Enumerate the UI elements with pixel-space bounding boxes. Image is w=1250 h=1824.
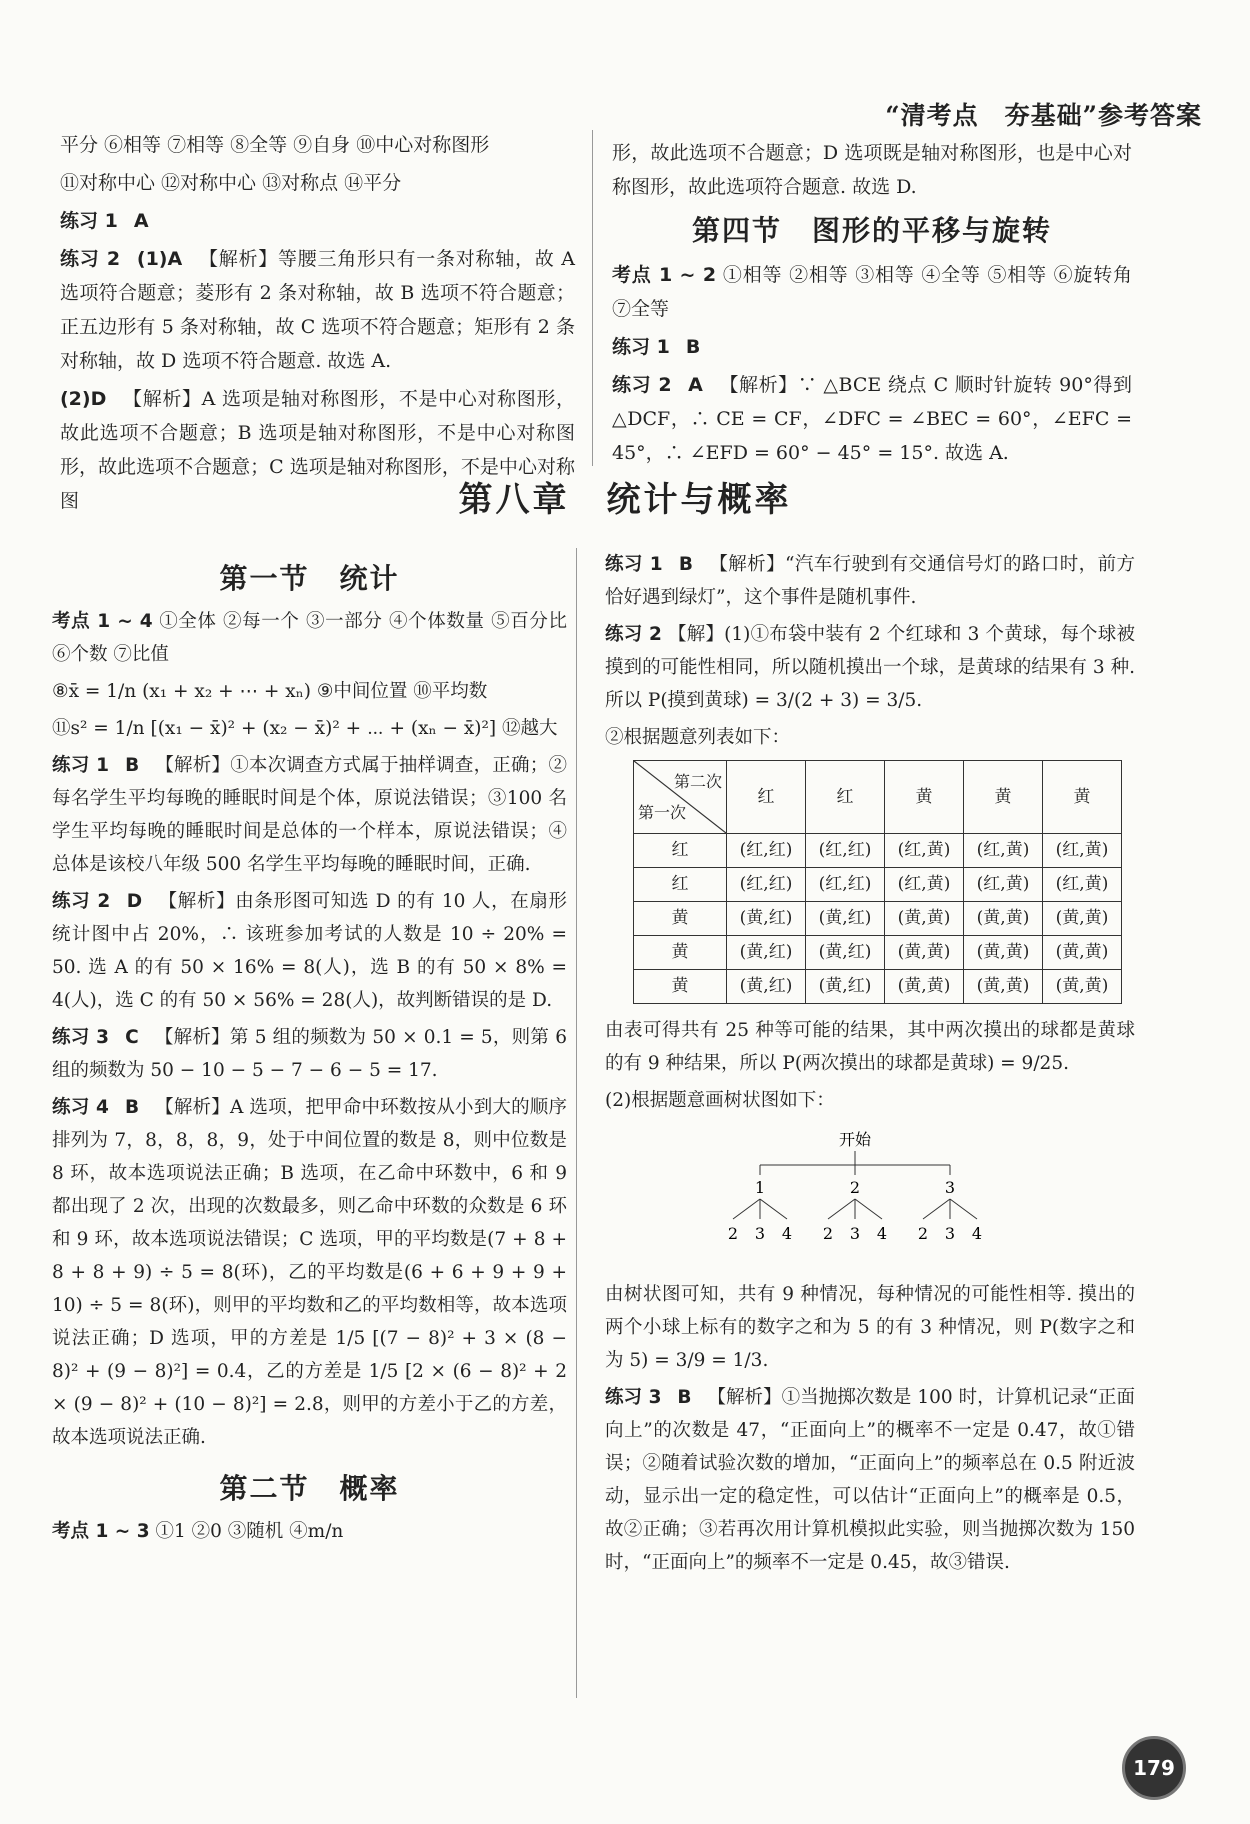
exercise-answer: C xyxy=(125,1027,139,1048)
table-cell: (黄,黄) xyxy=(964,902,1043,936)
table-cell: (黄,黄) xyxy=(885,936,964,970)
section-title: 第四节 图形的平移与旋转 xyxy=(691,214,1052,247)
exercise-label: 练习 3 xyxy=(52,1027,110,1048)
tree-branch xyxy=(760,1199,787,1219)
table-cell: (黄,红) xyxy=(727,936,806,970)
top-left-column xyxy=(60,128,575,522)
exercise-label: 练习 2 xyxy=(52,891,111,912)
key-points-formula: ⑧x̄ = 1/n (x₁ + x₂ + ⋯ + xₙ) ⑨中间位置 ⑩平均数 xyxy=(52,681,488,702)
exercise-2-table-intro: ②根据题意列表如下： xyxy=(605,727,791,748)
tree-node: 3 xyxy=(944,1178,956,1197)
table-cell: (黄,黄) xyxy=(1043,936,1122,970)
table-row xyxy=(634,834,1122,868)
exercise-2a xyxy=(60,242,575,378)
exercise-2-table-result: 由表可得共有 25 种等可能的结果，其中两次摸出的球都是黄球的有 9 种结果，所以 P(两次摸出的球都是黄球) = 9/25. xyxy=(605,1020,1135,1074)
table-row xyxy=(634,868,1122,902)
table-cell: (红,黄) xyxy=(964,868,1043,902)
tree-branch xyxy=(950,1199,977,1219)
table-cell: (红,黄) xyxy=(885,868,964,902)
table-row xyxy=(634,970,1122,1004)
tree-leaf: 3 xyxy=(944,1224,956,1243)
tree-branch xyxy=(855,1199,882,1219)
tree-leaf: 2 xyxy=(917,1224,929,1243)
column-header: 红 xyxy=(727,761,806,834)
tree-leaf: 2 xyxy=(822,1224,834,1243)
table-cell: (黄,黄) xyxy=(885,970,964,1004)
key-points-text: ①相等 ②相等 ③相等 ④全等 ⑤相等 ⑥旋转角 ⑦全等 xyxy=(612,264,1132,320)
table-header-row xyxy=(634,761,1122,834)
table-cell: (红,红) xyxy=(806,834,885,868)
column-header: 黄 xyxy=(885,761,964,834)
exercise-answer: D xyxy=(126,891,143,912)
table-cell: (黄,黄) xyxy=(1043,970,1122,1004)
tree-svg xyxy=(715,1127,995,1257)
table-cell: (红,黄) xyxy=(885,834,964,868)
column-header: 黄 xyxy=(964,761,1043,834)
table-cell: (红,红) xyxy=(806,868,885,902)
exercise-answer: A xyxy=(133,210,149,232)
answer-line: 平分 ⑥相等 ⑦相等 ⑧全等 ⑨自身 ⑩中心对称图形 xyxy=(60,134,490,156)
exercise-explanation: 【解析】∵ △BCE 绕点 C 顺时针旋转 90°得到 △DCF，∴ CE = CF，∠DFC = ∠BEC = 60°，∠EFC = 45°，∴ ∠EFD = 60° − 45° = 15°. 故选 A. xyxy=(612,374,1132,464)
exercise-2 xyxy=(612,368,1132,470)
header-title: “清考点 夯基础”参考答案 xyxy=(885,101,1202,130)
section-title: 第二节 概率 xyxy=(219,1472,400,1505)
key-points-text: ①1 ②0 ③随机 ④m/n xyxy=(155,1521,344,1542)
table-cell: (黄,黄) xyxy=(964,970,1043,1004)
exercise-explanation: 【解析】①本次调查方式属于抽样调查，正确；②每名学生平均每晚的睡眠时间是个体，原说法错误；③100 名学生平均每晚的睡眠时间是总体的一个样本，原说法错误；④总体是该校八年级 500 名学生平均每晚的睡眠时间，正确. xyxy=(52,755,567,875)
key-points-text: ①全体 ②每一个 ③一部分 ④个体数量 ⑤百分比 ⑥个数 ⑦比值 xyxy=(52,611,567,665)
exercise-3 xyxy=(605,1381,1135,1579)
column-divider xyxy=(576,548,577,1698)
exercise-2 xyxy=(52,885,567,1017)
exercise-answer: B xyxy=(685,336,701,358)
key-points-label: 考点 1 ~ 4 xyxy=(52,611,153,632)
table-row xyxy=(634,902,1122,936)
tree-node: 1 xyxy=(754,1178,766,1197)
top-right-column xyxy=(612,136,1132,474)
exercise-explanation: 【解析】“汽车行驶到有交通信号灯的路口时，前方恰好遇到绿灯”，这个事件是随机事件. xyxy=(605,554,1135,608)
exercise-explanation: 【解析】等腰三角形只有一条对称轴，故 A 选项符合题意；菱形有 2 条对称轴，故 B 选项不符合题意；正五边形有 5 条对称轴，故 C 选项不符合题意；矩形有 2 条对称轴，故 D 选项不符合题意. 故选 A. xyxy=(60,248,575,372)
exercise-label: 练习 1 xyxy=(605,554,663,575)
key-points-label: 考点 1 ~ 3 xyxy=(52,1521,150,1542)
exercise-explanation: 【解析】由条形图可知选 D 的有 10 人，在扇形统计图中占 20%，∴ 该班参加考试的人数是 10 ÷ 20% = 50. 选 A 的有 50 × 16% = 8(人)，选 B 的有 50 × 8% = 4(人)，选 C 的有 50 × 56% = 28(人)，故判断错误的是 D. xyxy=(52,891,567,1011)
row-header: 红 xyxy=(634,868,727,902)
section-title: 第一节 统计 xyxy=(219,562,400,595)
exercise-answer: (2)D xyxy=(60,388,107,410)
table-cell: (黄,黄) xyxy=(1043,902,1122,936)
exercise-label: 练习 3 xyxy=(605,1387,662,1408)
column-header: 红 xyxy=(806,761,885,834)
table-row xyxy=(634,936,1122,970)
continued-text: 形，故此选项不合题意；D 选项既是轴对称图形，也是中心对称图形，故此选项符合题意. 故选 D. xyxy=(612,142,1132,198)
table-cell: (黄,黄) xyxy=(885,902,964,936)
table-cell: (红,红) xyxy=(727,868,806,902)
exercise-answer: B xyxy=(677,1387,692,1408)
column-header: 黄 xyxy=(1043,761,1122,834)
tree-leaf: 4 xyxy=(781,1224,793,1243)
tree-node: 2 xyxy=(849,1178,861,1197)
key-points xyxy=(612,258,1132,326)
key-points-label: 考点 1 ~ 2 xyxy=(612,264,717,286)
exercise-answer: B xyxy=(124,1097,140,1118)
corner-bottom-label: 第一次 xyxy=(638,803,687,822)
key-points xyxy=(52,1515,567,1548)
tree-leaf: 2 xyxy=(727,1224,739,1243)
table-cell: (黄,红) xyxy=(806,936,885,970)
chapter-title: 第八章 统计与概率 xyxy=(458,480,792,520)
page-number: 179 xyxy=(1122,1736,1186,1800)
exercise-2-tree-intro: (2)根据题意画树状图如下： xyxy=(605,1090,835,1111)
exercise-label: 练习 1 xyxy=(52,755,109,776)
exercise-2 xyxy=(605,618,1135,717)
tree-leaf: 3 xyxy=(754,1224,766,1243)
exercise-1 xyxy=(52,749,567,881)
table-cell: (黄,红) xyxy=(806,970,885,1004)
exercise-2-tree-result: 由树状图可知，共有 9 种情况，每种情况的可能性相等. 摸出的两个小球上标有的数字之和为 5 的有 3 种情况，则 P(数字之和为 5) = 3/9 = 1/3. xyxy=(605,1284,1135,1371)
tree-leaf: 3 xyxy=(849,1224,861,1243)
exercise-label: 练习 2 xyxy=(612,374,672,396)
column-divider xyxy=(592,130,593,466)
key-points-formula: ⑪s² = 1/n [(x₁ − x̄)² + (x₂ − x̄)² + ⋯ + (xₙ − x̄)²] ⑫越大 xyxy=(52,718,558,739)
exercise-explanation: 【解析】A 选项是轴对称图形，不是中心对称图形，故此选项不合题意；B 选项是轴对称图形，不是中心对称图形，故此选项不合题意；C 选项是轴对称图形，不是中心对称图 xyxy=(60,388,575,512)
table-cell: (黄,红) xyxy=(727,970,806,1004)
exercise-label: 练习 1 xyxy=(612,336,670,358)
key-points xyxy=(52,605,567,671)
table-cell: (红,红) xyxy=(727,834,806,868)
exercise-label: 练习 2 xyxy=(60,248,121,270)
exercise-1 xyxy=(612,330,1132,364)
corner-top-label: 第二次 xyxy=(673,772,722,791)
tree-root: 开始 xyxy=(838,1130,872,1149)
row-header: 黄 xyxy=(634,902,727,936)
tree-branch xyxy=(828,1199,855,1219)
exercise-4 xyxy=(52,1091,567,1454)
exercise-answer: A xyxy=(688,374,703,396)
exercise-answer: B xyxy=(125,755,140,776)
tree-diagram xyxy=(715,1127,1135,1268)
exercise-label: 练习 1 xyxy=(60,210,118,232)
table-cell: (红,黄) xyxy=(964,834,1043,868)
exercise-label: 练习 4 xyxy=(52,1097,109,1118)
table-cell: (黄,红) xyxy=(727,902,806,936)
probability-table xyxy=(633,760,1122,1004)
exercise-label: 练习 2 xyxy=(605,624,662,645)
exercise-1 xyxy=(60,204,575,238)
exercise-answer: B xyxy=(678,554,693,575)
table-cell: (红,黄) xyxy=(1043,868,1122,902)
table-corner xyxy=(634,761,727,834)
table-cell: (黄,黄) xyxy=(964,936,1043,970)
tree-branch xyxy=(733,1199,760,1219)
tree-branch xyxy=(923,1199,950,1219)
exercise-answer: (1)A xyxy=(136,248,183,270)
exercise-3 xyxy=(52,1021,567,1087)
right-column xyxy=(605,548,1135,1583)
exercise-explanation: 【解】(1)①布袋中装有 2 个红球和 3 个黄球，每个球被摸到的可能性相同，所以随机摸出一个球，是黄球的结果有 3 种. 所以 P(摸到黄球) = 3/(2 + 3) = 3/5. xyxy=(605,624,1135,711)
exercise-1 xyxy=(605,548,1135,614)
tree-leaf: 4 xyxy=(876,1224,888,1243)
table-cell: (红,黄) xyxy=(1043,834,1122,868)
tree-leaf: 4 xyxy=(971,1224,983,1243)
left-column xyxy=(52,552,567,1552)
exercise-explanation: 【解析】A 选项，把甲命中环数按从小到大的顺序排列为 7，8，8，8，9，处于中间位置的数是 8，则中位数是 8 环，故本选项说法正确；B 选项，在乙命中环数中，6 和 9 都出现了 2 次，出现的次数最多，则乙命中环数的众数是 6 环和 9 环，故本选项说法错误；C 选项，甲的平均数是(7 + 8 + 8 + 8 + 9) ÷ 5 = 8(环)，乙的平均数是(6 + 6 + 9 + 9 + 10) ÷ 5 = 8(环)，则甲的平均数和乙的平均数相等，故本选项说法正确；D 选项，甲的方差是 1/5 [(7 − 8)² + 3 × (8 − 8)² + (9 − 8)²] = 0.4，乙的方差是 1/5 [2 × (6 − 8)² + 2 × (9 − 8)² + (10 − 8)²] = 2.8，则甲的方差小于乙的方差，故本选项说法正确. xyxy=(52,1097,567,1448)
row-header: 黄 xyxy=(634,936,727,970)
exercise-explanation: 【解析】第 5 组的频数为 50 × 0.1 = 5，则第 6 组的频数为 50 − 10 − 5 − 7 − 6 − 5 = 17. xyxy=(52,1027,567,1081)
answer-line: ⑪对称中心 ⑫对称中心 ⑬对称点 ⑭平分 xyxy=(60,172,402,194)
exercise-explanation: 【解析】①当抛掷次数是 100 时，计算机记录“正面向上”的次数是 47，“正面向上”的概率不一定是 0.47，故①错误；②随着试验次数的增加，“正面向上”的频率总在 0.5 附近波动，显示出一定的稳定性，可以估计“正面向上”的概率是 0.5，故②正确；③若再次用计算机模拟此实验，则当抛掷次数为 150 时，“正面向上”的频率不一定是 0.45，故③错误. xyxy=(605,1387,1135,1573)
row-header: 红 xyxy=(634,834,727,868)
table-cell: (黄,红) xyxy=(806,902,885,936)
row-header: 黄 xyxy=(634,970,727,1004)
